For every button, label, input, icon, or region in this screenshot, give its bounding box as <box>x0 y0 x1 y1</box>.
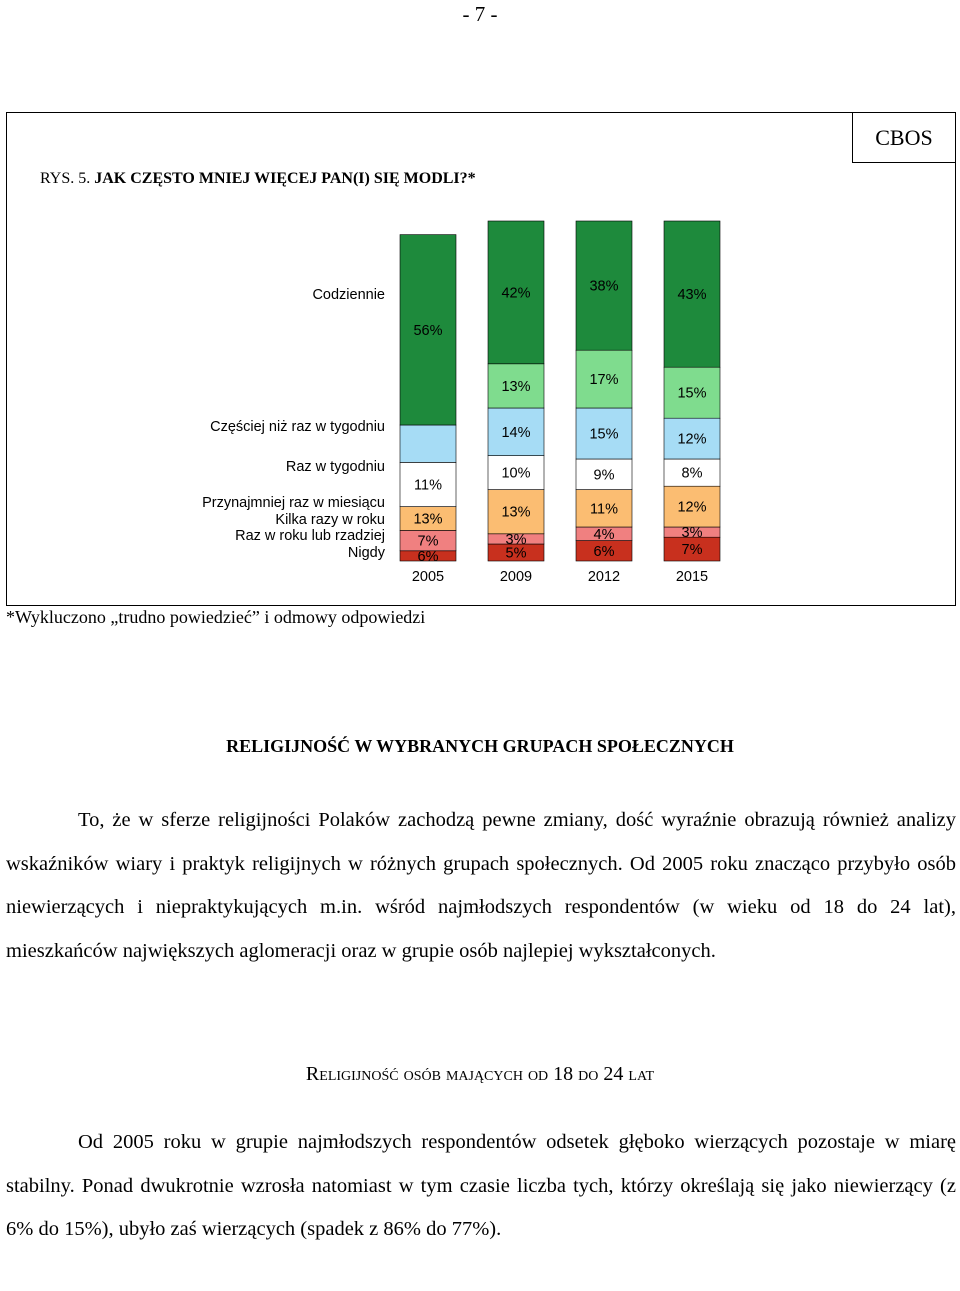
data-label-2005-5: 13% <box>413 511 443 528</box>
data-label-2012-2: 17% <box>589 372 619 389</box>
legend-label-4: Przynajmniej raz w miesiącu <box>202 495 385 511</box>
data-label-2012-6: 4% <box>593 526 615 543</box>
data-label-2005-7: 6% <box>417 548 439 565</box>
data-label-2009-7: 5% <box>505 545 527 562</box>
subsection-title: Religijność osób mających od 18 do 24 lat <box>305 1063 655 1085</box>
x-tick-label-2015: 2015 <box>675 569 709 585</box>
data-label-2009-5: 13% <box>501 504 531 521</box>
data-label-2009-6: 3% <box>505 531 527 548</box>
legend-label-3: Raz w tygodniu <box>285 459 385 475</box>
stacked-bar-chart <box>0 0 960 640</box>
legend-label-6: Raz w roku lub rzadziej <box>235 528 385 544</box>
figure-label: RYS. 5. <box>40 170 91 187</box>
data-label-2015-2: 15% <box>677 385 707 402</box>
data-label-2015-6: 3% <box>681 525 703 542</box>
legend-label-1: Codziennie <box>312 287 385 303</box>
data-label-2012-3: 15% <box>589 426 619 443</box>
section-title: RELIGIJNOŚĆ W WYBRANYCH GRUPACH SPOŁECZNYCH <box>226 736 734 756</box>
data-label-2005-1: 56% <box>413 322 443 339</box>
data-label-2012-7: 6% <box>593 543 615 560</box>
data-label-2012-5: 11% <box>590 501 618 518</box>
data-label-2015-5: 12% <box>677 499 707 516</box>
data-label-2005-6: 7% <box>417 533 439 550</box>
page-number: - 7 - <box>462 2 498 26</box>
x-tick-label-2009: 2009 <box>499 569 533 585</box>
bar-segment-2005-3 <box>400 425 456 462</box>
legend-label-2: Częściej niż raz w tygodniu <box>210 419 385 435</box>
paragraph-1: To, że w sferze religijności Polaków zachodzą pewne zmiany, dość wyraźnie obrazują również analizy wskaźników wiary i praktyk religijnych w różnych grupach społecznych. Od 2005 roku znacząco przybyło osób niewierzących i niepraktykujących m.in. wśród najmłodszych respondentów (w wieku od 18 do 24 lat), mieszkańców największych aglomeracji oraz w grupie osób najlepiej wykształconych. <box>6 809 956 962</box>
data-label-2009-2: 13% <box>501 378 531 395</box>
data-label-2012-4: 9% <box>593 467 615 484</box>
x-tick-label-2012: 2012 <box>587 569 621 585</box>
paragraph-2: Od 2005 roku w grupie najmłodszych respondentów odsetek głęboko wierzących pozostaje w miarę stabilny. Ponad dwukrotnie wzrosła natomiast w tym czasie liczba tych, którzy określają się jako niewierzący (z 6% do 15%), ubyło zaś wierzących (spadek z 86% do 77%). <box>6 1131 956 1240</box>
data-label-2015-7: 7% <box>681 542 703 559</box>
data-label-2015-3: 12% <box>677 431 707 448</box>
legend-label-5: Kilka razy w roku <box>275 512 385 528</box>
data-label-2009-3: 14% <box>501 424 531 441</box>
data-label-2015-1: 43% <box>677 287 707 304</box>
data-label-2005-4: 11% <box>414 477 442 494</box>
x-tick-label-2005: 2005 <box>411 569 445 585</box>
figure-question: JAK CZĘSTO MNIEJ WIĘCEJ PAN(I) SIĘ MODLI?* <box>94 170 476 187</box>
data-label-2015-4: 8% <box>681 465 703 482</box>
data-label-2012-1: 38% <box>589 278 619 295</box>
data-label-2009-4: 10% <box>501 465 531 482</box>
legend-label-7: Nigdy <box>347 545 385 561</box>
cbos-badge: CBOS <box>852 112 956 163</box>
data-label-2009-1: 42% <box>501 285 531 302</box>
figure-footnote: *Wykluczono „trudno powiedzieć” i odmowy odpowiedzi <box>6 607 426 627</box>
